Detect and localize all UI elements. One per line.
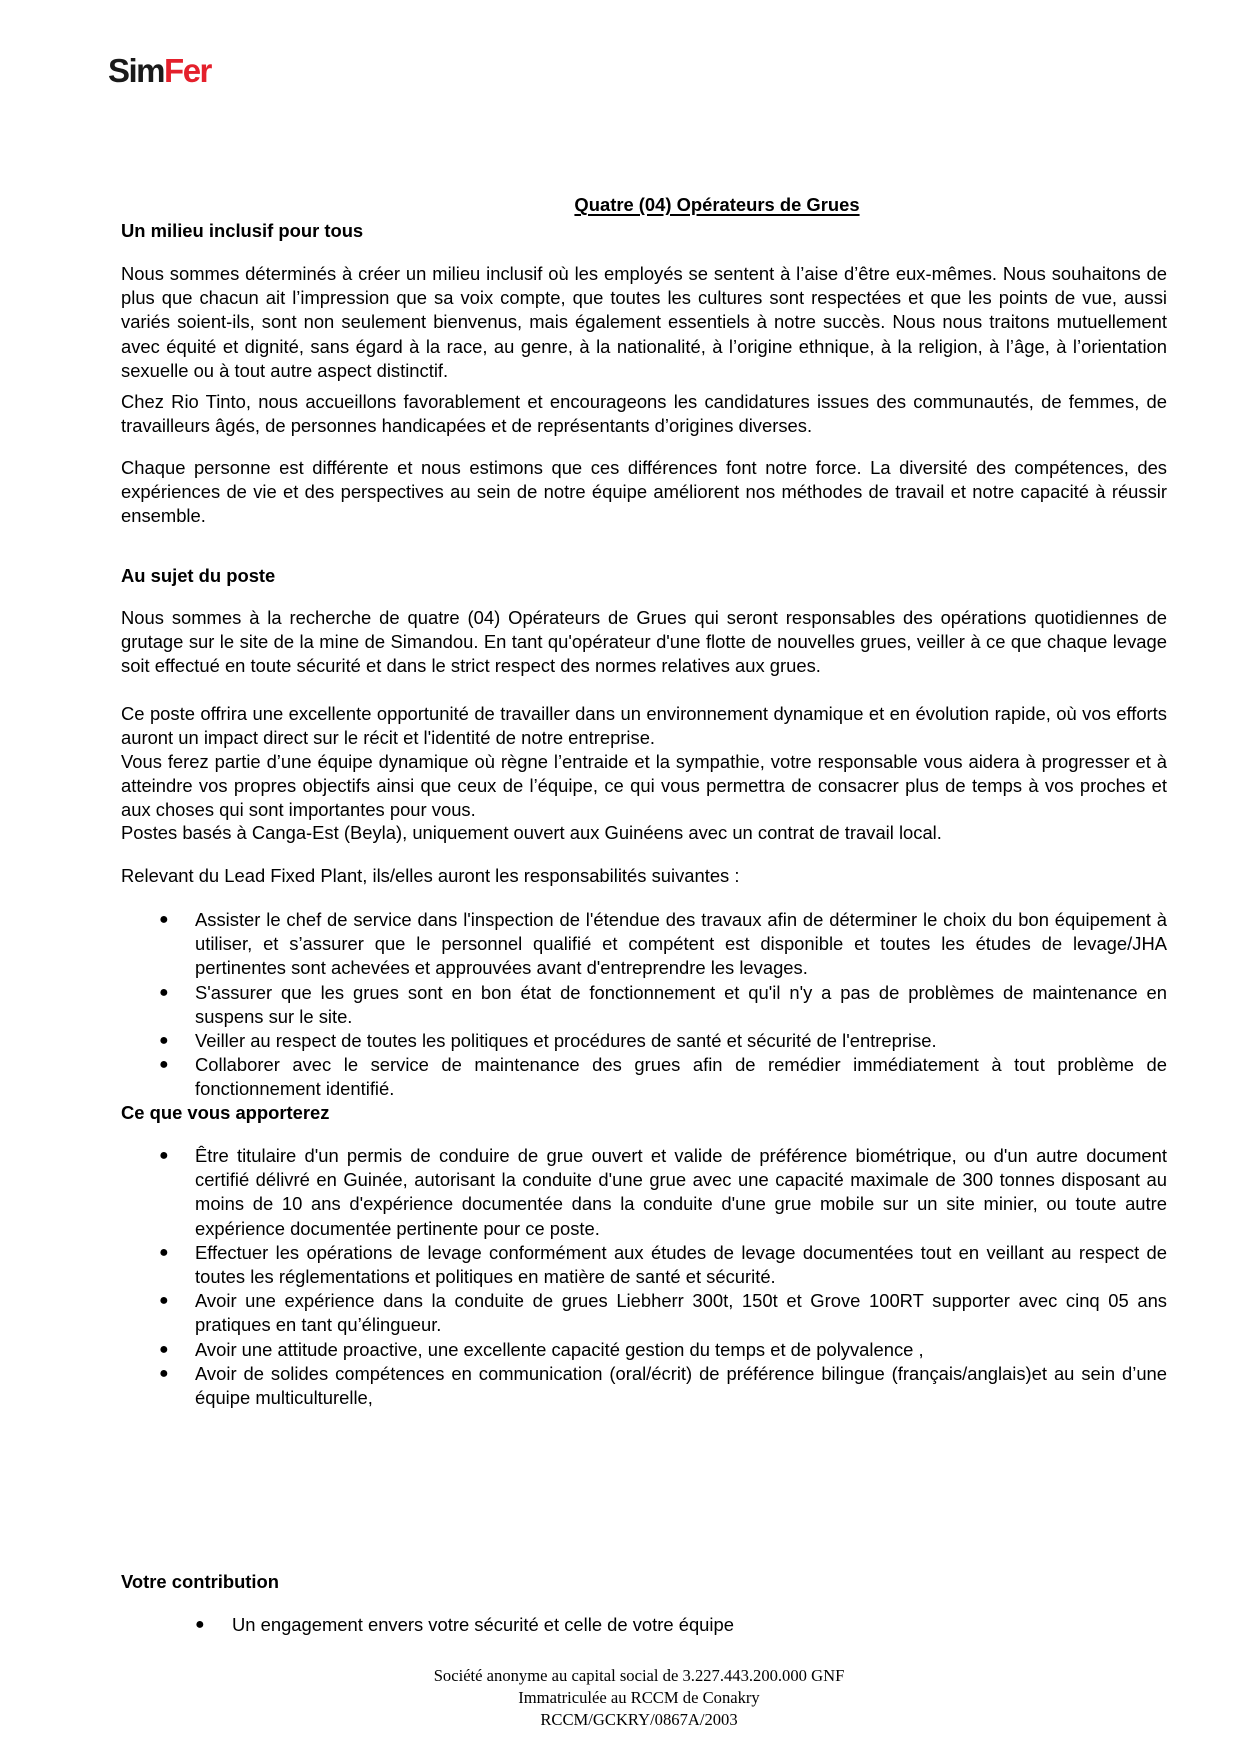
section-heading-requirements: Ce que vous apporterez <box>121 1102 330 1123</box>
bullet-icon: ● <box>159 1292 169 1310</box>
inclusive-paragraph-3: Chaque personne est différente et nous estimons que ces différences font notre force. La diversité des compétences, des expériences de vie et des perspectives au sein de notre équipe améliorent nos méthodes de travail et notre capacité à réussir ensemble. <box>121 457 1167 527</box>
company-footer <box>0 1665 1241 1731</box>
bullet-icon: ● <box>159 1340 169 1358</box>
section-contribution <box>121 1570 1167 1594</box>
bullet-icon: ● <box>159 1056 169 1074</box>
list-item: ● Effectuer les opérations de levage conformément aux études de levage documentées tout en veillant au respect de toutes les réglementations et politiques en matière de santé et sécurité. <box>159 1241 1167 1288</box>
section-requirements <box>121 1101 1167 1125</box>
simfer-logo <box>108 54 211 87</box>
about-paragraph-5: Relevant du Lead Fixed Plant, ils/elles auront les responsabilités suivantes : <box>121 865 740 886</box>
list-item: ● S'assurer que les grues sont en bon état de fonctionnement et qu'il n'y a pas de problèmes de maintenance en suspens sur le site. <box>159 981 1167 1027</box>
about-paragraph-3: Vous ferez partie d’une équipe dynamique où règne l’entraide et la sympathie, votre responsable vous aidera à progresser et à atteindre vos propres objectifs ainsi que ceux de l’équipe, ce qui vous permettra de consacrer plus de temps à vos proches et aux choses qui sont importantes pour vous. <box>121 751 1167 821</box>
about-paragraph-4: Postes basés à Canga-Est (Beyla), uniquement ouvert aux Guinéens avec un contrat de travail local. <box>121 822 942 843</box>
contribution-list <box>121 1613 1167 1637</box>
about-paragraph-1: Nous sommes à la recherche de quatre (04) Opérateurs de Grues qui seront responsables des opérations quotidiennes de grutage sur le site de la mine de Simandou. En tant qu'opérateur d'une flotte de nouvelles grues, veiller à ce que chaque levage soit effectué en toute sécurité et dans le strict respect des normes relatives aux grues. <box>121 607 1167 677</box>
list-item: ● Avoir une expérience dans la conduite de grues Liebherr 300t, 150t et Grove 100RT supporter avec cinq 05 ans pratiques en tant qu’élingueur. <box>159 1290 1167 1336</box>
footer-registration: Immatriculée au RCCM de Conakry <box>518 1688 760 1707</box>
inclusive-paragraph-2: Chez Rio Tinto, nous accueillons favorablement et encourageons les candidatures issues des communautés, de femmes, de travailleurs âgés, de personnes handicapées et de représentants d’origines diverses. <box>121 391 1167 437</box>
list-item: ● Veiller au respect de toutes les politiques et procédures de santé et sécurité de l'entreprise. <box>121 1029 1167 1053</box>
list-item: ● Être titulaire d'un permis de conduire de grue ouvert et valide de préférence biométrique, ou d'un autre document certifié délivré en Guinée, autorisant la conduite d'une grue avec une capacité maximale de 300 tonnes disposant au moins de 10 ans d'expérience documentée dans la conduite d'une grue mobile sur un site minier, ou toute autre expérience documentée pertinente pour ce poste. <box>159 1145 1167 1239</box>
page-title: Quatre (04) Opérateurs de Grues <box>574 194 860 215</box>
logo-sim: Sim <box>108 52 165 89</box>
bullet-icon: ● <box>159 911 169 928</box>
footer-rccm: RCCM/GCKRY/0867A/2003 <box>540 1710 738 1729</box>
list-item: ● Avoir de solides compétences en communication (oral/écrit) de préférence bilingue (français/anglais)et au sein d’une équipe multiculturelle, <box>159 1362 1167 1409</box>
section-heading-about: Au sujet du poste <box>121 565 276 586</box>
section-heading-contribution: Votre contribution <box>121 1571 280 1592</box>
bullet-icon: ● <box>159 1364 169 1382</box>
inclusive-paragraph-1: Nous sommes déterminés à créer un milieu inclusif où les employés se sentent à l’aise d’être eux-mêmes. Nous souhaitons de plus que chacun ait l’impression que sa voix compte, que toutes les cultures sont respectées et que les points de vue, aussi variés soient-ils, sont non seulement bienvenus, mais également essentiels à notre succès. Nous nous traitons mutuellement avec équité et dignité, sans égard à la race, au genre, à la nationalité, à l’origine ethnique, à la religion, à l’âge, à l’orientation sexuelle ou à tout autre aspect distinctif. <box>121 263 1167 381</box>
bullet-icon: ● <box>159 1147 169 1164</box>
section-heading-inclusive: Un milieu inclusif pour tous <box>121 220 364 241</box>
bullet-icon: ● <box>159 1032 169 1050</box>
list-item: ● Un engagement envers votre sécurité et celle de votre équipe <box>121 1613 1167 1637</box>
list-item: ● Avoir une attitude proactive, une excellente capacité gestion du temps et de polyvalence , <box>121 1338 1167 1362</box>
about-paragraph-2: Ce poste offrira une excellente opportunité de travailler dans un environnement dynamique et en évolution rapide, où vos efforts auront un impact direct sur le récit et l'identité de notre entreprise. <box>121 703 1167 749</box>
section-inclusive <box>121 219 1167 243</box>
footer-capital: Société anonyme au capital social de 3.227.443.200.000 GNF <box>433 1666 845 1685</box>
section-about <box>121 564 1167 588</box>
bullet-icon: ● <box>159 1243 169 1261</box>
bullet-icon: ● <box>159 983 169 1001</box>
bullet-icon: ● <box>195 1616 205 1633</box>
logo-fer: Fer <box>164 52 211 89</box>
requirements-list <box>121 1144 1167 1410</box>
responsibilities-list <box>121 908 1167 1102</box>
list-item: ● Assister le chef de service dans l'inspection de l'étendue des travaux afin de déterminer le choix du bon équipement à utiliser, et s’assurer que le personnel qualifié et compétent est disponible et toutes les études de levage/JHA pertinentes sont achevées et approuvées avant d'entreprendre les levages. <box>159 909 1167 979</box>
list-item: ● Collaborer avec le service de maintenance des grues afin de remédier immédiatement à tout problème de fonctionnement identifié. <box>159 1054 1167 1100</box>
